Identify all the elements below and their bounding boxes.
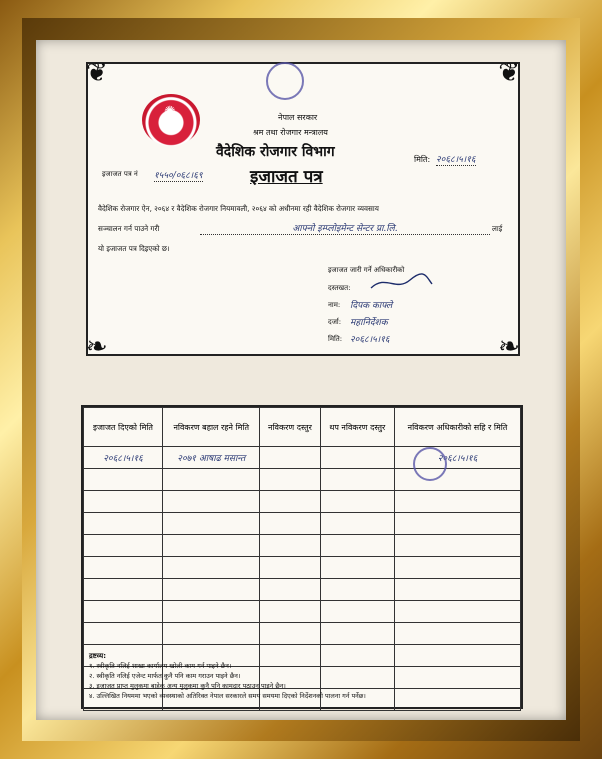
body-text-line-2-start: सञ्चालन गर्न पाउने गरी [98,224,160,233]
table-row [84,513,521,535]
table-cell [163,513,260,535]
table-row [84,557,521,579]
table-cell [84,623,163,645]
table-cell [320,579,394,601]
table-row [84,623,521,645]
corner-ornament-icon: ❧ [86,332,108,362]
permit-number-value: १५५०/०६८।६९ [154,168,203,182]
document-paper [36,40,566,720]
issued-date-label: मिति: [328,335,343,343]
table-cell [395,579,521,601]
corner-ornament-icon: ❧ [498,332,520,362]
note-item: ३. इजाजत प्राप्त मुलुकमा बाहेक अन्य मुलुकमा कुनै पनि कामदार पठाउन पाइने छैन। [89,682,286,690]
table-cell [320,623,394,645]
header-renewal-fee: नविकरण दस्तुर [260,408,320,447]
name-label: नाम: [328,301,341,309]
renewal-table-box [81,405,523,709]
notes-heading: द्रष्टव्य: [89,652,107,660]
issued-date-value: २०६८।५।१६ [350,335,390,345]
table-cell [260,557,320,579]
permit-number-label: इजाजत पत्र नं [102,170,138,178]
table-cell [260,535,320,557]
renewal-stamp-icon [413,447,447,481]
table-cell [395,513,521,535]
company-name: आफ्नो इम्प्लोइमेन्ट सेन्टर प्रा.लि. [200,221,490,235]
table-cell [395,469,521,491]
date-label: मिति: [414,155,431,164]
table-cell [320,557,394,579]
table-cell: २०६८।५।१६ [84,447,163,469]
table-row [84,447,521,469]
table-row [84,491,521,513]
table-cell [163,469,260,491]
body-text-line-3: यो इजाजत पत्र दिइएको छ। [98,244,170,253]
body-text-line-2-end: लाई [492,224,503,233]
table-cell [395,689,521,711]
table-cell [395,601,521,623]
header-renewal-valid-date: नविकरण बहाल रहने मिति [163,408,260,447]
table-cell [84,535,163,557]
table-cell [260,623,320,645]
date-value: २०६८।५।१६ [436,152,476,166]
table-cell [260,491,320,513]
table-cell [320,447,394,469]
table-cell: २०६८।५।१६ [395,447,521,469]
signature-mark-icon [366,270,436,296]
corner-ornament-icon: ❦ [86,58,108,88]
table-cell [163,623,260,645]
table-cell [320,535,394,557]
table-cell [84,579,163,601]
table-cell [84,557,163,579]
header-officer-signature: नविकरण अधिकारीको सहि र मिति [395,408,521,447]
notes-section [89,651,366,701]
table-cell [260,601,320,623]
table-cell [84,469,163,491]
body-text-line-1: वैदेशिक रोजगार ऐन, २०६४ र वैदेशिक रोजगार नियमावली, २०६४ को अधीनमा रही वैदेशिक रोजगार व्यवसाय [98,204,379,213]
office-stamp-icon [266,62,304,100]
department-name: वैदेशिक रोजगार विभाग [216,144,335,160]
table-cell: २०७१ आषाढ मसान्त [163,447,260,469]
table-cell [260,447,320,469]
table-cell [320,491,394,513]
note-item: २. स्वीकृति नलिई एजेन्ट मार्फत कुनै पनि काम गराउन पाइने छैन। [89,672,241,680]
table-cell [260,469,320,491]
emblem-star-icon: ✺ [164,104,176,120]
post-label: दर्जा: [328,318,342,326]
table-cell [163,491,260,513]
table-cell [395,535,521,557]
government-name: नेपाल सरकार [278,113,318,122]
table-cell [260,579,320,601]
table-cell [163,601,260,623]
header-additional-fee: थप नविकरण दस्तुर [320,408,394,447]
permit-certificate [86,58,520,362]
note-item: ४. उल्लिखित नियममा भएको व्यवस्थाको अतिरिक्त नेपाल सरकारले समय समयमा दिएको निर्देशनको पालना गर्न पर्नेछ। [89,692,366,700]
post-value: महानिर्देशक [350,318,388,328]
table-cell [84,513,163,535]
table-cell [395,557,521,579]
issuer-heading: इजाजत जारी गर्ने अधिकारीको [328,266,405,274]
table-cell [84,491,163,513]
table-cell [163,557,260,579]
table-row [84,579,521,601]
table-cell [320,601,394,623]
table-cell [163,535,260,557]
table-cell [163,579,260,601]
table-cell [395,623,521,645]
table-header-row [84,408,521,447]
table-cell [395,667,521,689]
table-row [84,535,521,557]
name-value: दिपक काफ्ले [350,301,393,311]
corner-ornament-icon: ❦ [498,58,520,88]
table-cell [395,645,521,667]
header-permit-date: इजाजत दिएको मिति [84,408,163,447]
table-cell [395,491,521,513]
table-cell [84,601,163,623]
table-cell [320,469,394,491]
document-title: इजाजत पत्र [250,167,323,187]
note-item: १. स्वीकृति नलिई शाखा कार्यालय खोली काम गर्न पाइने छैन। [89,662,232,670]
signature-label: दस्तखत: [328,284,351,292]
nepal-emblem-icon [142,94,200,146]
table-cell [260,513,320,535]
table-row [84,601,521,623]
table-row [84,469,521,491]
ministry-name: श्रम तथा रोजगार मन्त्रालय [253,128,328,137]
table-cell [320,513,394,535]
